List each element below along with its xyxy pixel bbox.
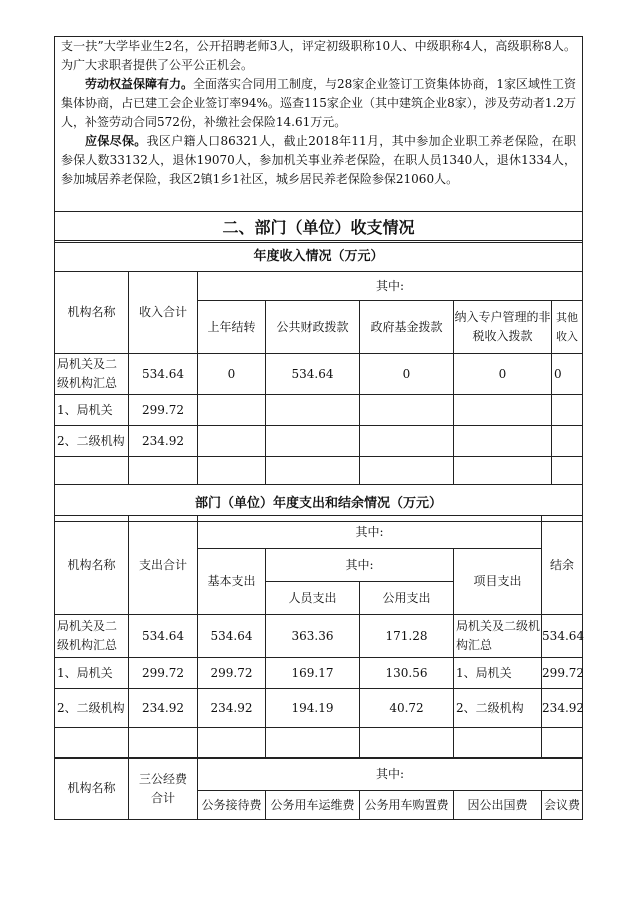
labor-title: 劳动权益保障有力。 xyxy=(85,77,194,91)
income-row-val: 0 xyxy=(198,354,266,395)
expense-header-personnel: 人员支出 xyxy=(266,582,360,615)
income-row-val xyxy=(552,395,583,426)
expense-row-public: 171.28 xyxy=(360,615,454,658)
empty-cell xyxy=(55,457,129,485)
expense-row-name: 1、局机关 xyxy=(55,658,129,689)
expense-row-total: 299.72 xyxy=(129,658,198,689)
income-row-val: 0 xyxy=(552,354,583,395)
expense-row-balance: 534.64 xyxy=(542,615,583,658)
empty-cell xyxy=(454,457,552,485)
income-header-col-3: 纳入专户管理的非税收入拨款 xyxy=(454,301,552,354)
sangong-header-col-0: 公务接待费 xyxy=(198,791,266,820)
income-row-val: 534.64 xyxy=(266,354,360,395)
table-row xyxy=(55,658,583,689)
income-row-val: 0 xyxy=(454,354,552,395)
expense-row-basic: 299.72 xyxy=(198,658,266,689)
income-header-col-0: 上年结转 xyxy=(198,301,266,354)
income-row-val xyxy=(266,395,360,426)
income-header-col-2: 政府基金拨款 xyxy=(360,301,454,354)
income-row-val xyxy=(360,426,454,457)
expense-row-personnel: 363.36 xyxy=(266,615,360,658)
income-row-total: 299.72 xyxy=(129,395,198,426)
income-header-col-4: 其他收入 xyxy=(552,301,583,354)
empty-cell xyxy=(542,728,583,759)
expense-header-public: 公用支出 xyxy=(360,582,454,615)
table-row xyxy=(55,395,583,426)
income-row-val xyxy=(198,426,266,457)
expense-row-balance: 299.72 xyxy=(542,658,583,689)
insure-title: 应保尽保。 xyxy=(85,134,147,148)
expense-row-basic: 234.92 xyxy=(198,689,266,728)
income-row-name: 2、二级机构 xyxy=(55,426,129,457)
sangong-header-col-4: 会议费 xyxy=(542,791,583,820)
empty-cell xyxy=(198,457,266,485)
expense-row-project: 局机关及二级机构汇总 xyxy=(454,615,542,658)
expense-header-among: 其中: xyxy=(198,516,542,549)
income-row-total: 534.64 xyxy=(129,354,198,395)
income-row-val: 0 xyxy=(360,354,454,395)
labor-text: 全面落实合同用工制度，与28家企业签订工资集体协商，1家区域性工资集体协商，占已建工会企业签订率94%。巡查115家企业（其中建筑企业8家），涉及劳动者1.2万人，补签劳动合同572份，补缴社会保险14.61万元。 xyxy=(61,77,576,129)
sangong-header-col-1: 公务用车运维费 xyxy=(266,791,360,820)
expense-row-project: 2、二级机构 xyxy=(454,689,542,728)
expense-row-total: 534.64 xyxy=(129,615,198,658)
expense-header-org: 机构名称 xyxy=(55,516,129,615)
income-header-total: 收入合计 xyxy=(129,272,198,354)
table-row xyxy=(55,728,583,759)
expense-row-total: 234.92 xyxy=(129,689,198,728)
insure-paragraph xyxy=(61,132,576,189)
empty-cell xyxy=(198,728,266,759)
expense-row-balance: 234.92 xyxy=(542,689,583,728)
expense-row-personnel: 194.19 xyxy=(266,689,360,728)
expense-title: 部门（单位）年度支出和结余情况（万元） xyxy=(55,485,583,522)
expense-row-name: 局机关及二级机构汇总 xyxy=(55,615,129,658)
main-table xyxy=(54,36,583,243)
expense-row-personnel: 169.17 xyxy=(266,658,360,689)
income-header-org: 机构名称 xyxy=(55,272,129,354)
income-row-total: 234.92 xyxy=(129,426,198,457)
empty-cell xyxy=(266,728,360,759)
section-title: 二、部门（单位）收支情况 xyxy=(55,212,583,243)
income-title: 年度收入情况（万元） xyxy=(55,241,583,272)
table-row xyxy=(55,354,583,395)
expense-header-basic: 基本支出 xyxy=(198,549,266,615)
insure-text: 我区户籍人口86321人，截止2018年11月，其中参加企业职工养老保险，在职参保人数33132人，退休19070人，参加机关事业养老保险，在职人员1340人，退休1334人，参加城居养老保险，我区2镇1乡1社区，城乡居民养老保险参保21060人。 xyxy=(61,134,576,186)
income-row-val xyxy=(552,426,583,457)
sangong-table xyxy=(54,757,583,820)
table-row xyxy=(55,457,583,485)
expense-row-basic: 534.64 xyxy=(198,615,266,658)
intro-line: 支一扶”大学毕业生2名，公开招聘老师3人，评定初级职称10人、中级职称4人，高级职称8人。为广大求职者提供了公平公正机会。 xyxy=(61,39,576,72)
intro-paragraphs xyxy=(55,37,583,212)
expense-table xyxy=(54,515,583,759)
expense-row-project: 1、局机关 xyxy=(454,658,542,689)
income-header-col-1: 公共财政拨款 xyxy=(266,301,360,354)
empty-cell xyxy=(454,728,542,759)
empty-cell xyxy=(552,457,583,485)
empty-cell xyxy=(360,728,454,759)
expense-header-total: 支出合计 xyxy=(129,516,198,615)
expense-header-among2: 其中: xyxy=(266,549,454,582)
table-row xyxy=(55,689,583,728)
labor-paragraph xyxy=(61,75,576,132)
table-row xyxy=(55,615,583,658)
table-row xyxy=(55,426,583,457)
expense-header-balance: 结余 xyxy=(542,516,583,615)
sangong-header-among: 其中: xyxy=(198,758,583,791)
empty-cell xyxy=(129,457,198,485)
sangong-header-total: 三公经费合计 xyxy=(129,758,198,820)
income-row-val xyxy=(454,395,552,426)
sangong-header-org: 机构名称 xyxy=(55,758,129,820)
income-row-name: 1、局机关 xyxy=(55,395,129,426)
income-row-val xyxy=(266,426,360,457)
sangong-header-col-2: 公务用车购置费 xyxy=(360,791,454,820)
expense-header-project: 项目支出 xyxy=(454,549,542,615)
expense-row-name: 2、二级机构 xyxy=(55,689,129,728)
sangong-header-col-3: 因公出国费 xyxy=(454,791,542,820)
income-row-val xyxy=(198,395,266,426)
empty-cell xyxy=(129,728,198,759)
income-row-val xyxy=(454,426,552,457)
expense-row-public: 130.56 xyxy=(360,658,454,689)
income-row-val xyxy=(360,395,454,426)
empty-cell xyxy=(360,457,454,485)
expense-row-public: 40.72 xyxy=(360,689,454,728)
income-header-among: 其中: xyxy=(198,272,583,301)
income-table xyxy=(54,240,583,522)
income-row-name: 局机关及二级机构汇总 xyxy=(55,354,129,395)
empty-cell xyxy=(266,457,360,485)
empty-cell xyxy=(55,728,129,759)
